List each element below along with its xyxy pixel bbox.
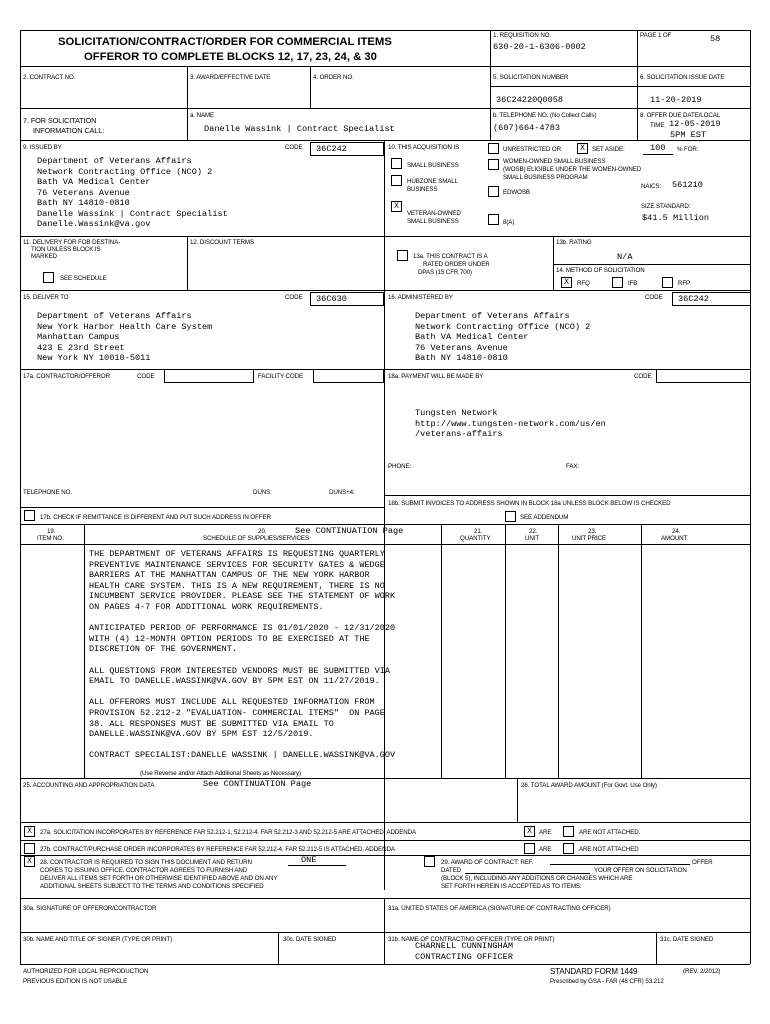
rfq-checkbox[interactable]: X [561, 277, 572, 288]
contract-no-label: 2. CONTRACT NO. [23, 74, 76, 81]
col-quantity-label: QUANTITY [460, 535, 491, 542]
deliver-to-code-label: CODE [285, 294, 303, 301]
signer-name-label: 30b. NAME AND TITLE OF SIGNER (TYPE OR PRINT) [23, 936, 173, 943]
small-business-checkbox[interactable] [391, 158, 402, 169]
contracting-officer-title: CONTRACTING OFFICER [415, 952, 513, 962]
block27b-are-not: ARE NOT ATTACHED [579, 846, 639, 853]
telephone-label: b. TELEPHONE NO. (No Collect Calls) [493, 112, 597, 119]
issued-by-code: 36C242 [316, 144, 347, 154]
administered-code-box[interactable] [672, 292, 751, 306]
accounting-value: See CONTINUATION Page [203, 779, 312, 789]
block27a-are: ARE [539, 829, 552, 836]
telephone-value[interactable]: (607)664-4783 [493, 123, 561, 133]
administered-code-label: CODE [645, 294, 663, 301]
edwosb-label: EDWOSB [503, 189, 530, 196]
name-label: a. NAME [190, 112, 215, 119]
date-signed-30c-label: 30c. DATE SIGNED [283, 936, 337, 943]
footer-revision: (REV. 2/2012) [683, 968, 721, 975]
rfp-label: RFP [678, 280, 691, 287]
col-schedule-label: SCHEDULE OF SUPPLIES/SERVICES [203, 535, 309, 542]
address-line: Bath NY 14810-0810 [37, 198, 130, 208]
delivery-fob-label-2: TION UNLESS BLOCK IS [31, 246, 101, 253]
contracting-officer-name: CHARNELL CUNNINGHAM [415, 941, 513, 951]
size-standard-label: SIZE STANDARD: [641, 203, 691, 210]
issue-date-label: 6. SOLICITATION ISSUE DATE [640, 74, 725, 81]
eight-a-checkbox[interactable] [488, 214, 499, 225]
col-schedule-num: 20. [258, 528, 267, 535]
total-award-label: 26. TOTAL AWARD AMOUNT (For Govt. Use Only) [521, 782, 657, 789]
contracting-officer-label: 31b. NAME OF CONTRACTING OFFICER (TYPE OR PRINT) [388, 936, 555, 943]
payment-code-box[interactable] [656, 369, 751, 383]
payment-code-label: CODE [634, 373, 652, 380]
address-line: http://www.tungsten-network.com/us/en [415, 418, 606, 429]
col-amount-label: AMOUNT [661, 535, 688, 542]
delivery-fob-label-3: MARKED [31, 253, 57, 260]
block27a-checkbox[interactable]: X [24, 826, 35, 837]
issue-date[interactable]: 11-20-2019 [650, 95, 702, 105]
contractor-telephone-label: TELEPHONE NO. [23, 489, 72, 496]
veteran-owned-label-2: SMALL BUSINESS [407, 218, 459, 225]
schedule-continuation: See CONTINUATION Page [295, 526, 404, 536]
see-schedule-checkbox[interactable] [43, 272, 54, 283]
veteran-owned-label: VETERAN-OWNED [407, 210, 461, 217]
form-subtitle: OFFEROR TO COMPLETE BLOCKS 12, 17, 23, 24, & 30 [84, 51, 377, 63]
address-line: Department of Veterans Affairs [37, 156, 192, 166]
phone-label: PHONE: [388, 463, 412, 470]
set-aside-percent[interactable]: 100 [650, 143, 666, 153]
block27a-are-checkbox[interactable]: X [524, 826, 535, 837]
set-aside-label: SET ASIDE: [592, 146, 625, 153]
issued-by-code-label: CODE [285, 144, 303, 151]
date-signed-31c-label: 31c. DATE SIGNED [660, 936, 714, 943]
naics-value[interactable]: 561210 [672, 180, 703, 190]
address-line: Network Contracting Office (NCO) 2 [415, 321, 591, 332]
see-addendum-checkbox[interactable] [505, 511, 516, 522]
facility-code-box[interactable] [313, 369, 384, 383]
block27b-text: 27b. CONTRACT/PURCHASE ORDER INCORPORATES BY REFERENCE FAR 52.212-4. FAR 52.212-5 IS ATTACHED. ADDENDA [40, 846, 395, 853]
hubzone-label: HUBZONE SMALL [407, 178, 458, 185]
block28-copies[interactable]: ONE [301, 855, 317, 865]
col-item-label: ITEM NO. [37, 535, 64, 542]
rfp-checkbox[interactable] [662, 277, 673, 288]
address-line: 76 Veterans Avenue [415, 342, 508, 353]
block29-checkbox[interactable] [424, 856, 435, 867]
border-top [20, 30, 750, 31]
submit-invoices-label: 18b. SUBMIT INVOICES TO ADDRESS SHOWN IN BLOCK 18a UNLESS BLOCK BELOW IS CHECKED [388, 500, 671, 507]
your-offer-label: YOUR OFFER ON SOLICITATION [594, 867, 687, 874]
rated-order-label-3: DPAS (15 CFR 700) [418, 269, 472, 276]
dated-label: DATED [441, 867, 462, 874]
signature-31a-label: 31a. UNITED STATES OF AMERICA (SIGNATURE OF CONTRACTING OFFICER) [388, 905, 611, 912]
block28-text-3: DELIVER ALL ITEMS SET FORTH OR OTHERWISE IDENTIFIED ABOVE AND ON ANY [40, 875, 278, 882]
address-line: Bath NY 14810-0810 [415, 353, 508, 363]
block27a-text: 27a. SOLICITATION INCORPORATES BY REFERENCE FAR 52.212-1, 52.212-4. FAR 52.212-3 AND 52.212-5 ARE ATTACHED. ADDENDA [40, 829, 417, 836]
form-title: SOLICITATION/CONTRACT/ORDER FOR COMMERCIAL ITEMS [58, 36, 392, 48]
block28-text-1: 28. CONTRACTOR IS REQUIRED TO SIGN THIS DOCUMENT AND RETURN [40, 859, 252, 866]
set-aside-checkbox[interactable]: X [577, 143, 588, 154]
see-schedule-label: SEE SCHEDULE [60, 275, 107, 282]
eight-a-label: 8(A) [503, 219, 515, 226]
offer-due-time[interactable]: 5PM EST [670, 130, 707, 140]
order-no-label: 4. ORDER NO. [313, 74, 354, 81]
unrestricted-checkbox[interactable] [488, 143, 499, 154]
payment-by-label: 18a. PAYMENT WILL BE MADE BY [388, 373, 484, 380]
address-line: New York NY 10010-5011 [37, 353, 151, 363]
contractor-code-box[interactable] [164, 369, 254, 383]
hubzone-label-2: BUSINESS [407, 186, 438, 193]
issued-by-code-box[interactable] [310, 142, 384, 156]
administered-by-label: 16. ADMINISTERED BY [388, 294, 453, 301]
block28-text-4: ADDITIONAL SHEETS SUBJECT TO THE TERMS AND CONDITIONS SPECIFIED [40, 883, 264, 890]
percent-for-label: % FOR: [677, 146, 699, 153]
address-line: /veterans-affairs [415, 429, 503, 439]
block27a-are-not: ARE NOT ATTACHED. [579, 829, 641, 836]
naics-label: NAICS: [641, 183, 662, 190]
col-unit-price-label: UNIT PRICE [572, 535, 606, 542]
remittance-checkbox[interactable] [24, 510, 35, 521]
rfq-label: RFQ [577, 280, 590, 287]
col-unit-price-num: 23. [588, 528, 597, 535]
requisition-label: 1. REQUISITION NO. [493, 32, 552, 39]
remittance-label: 17b. CHECK IF REMITTANCE IS DIFFERENT AND PUT SUCH ADDRESS IN OFFER [40, 514, 271, 521]
footer-previous: PREVIOUS EDITION IS NOT USABLE [23, 978, 128, 985]
block27b-are-checkbox[interactable] [524, 843, 535, 854]
small-business-label: SMALL BUSINESS [407, 162, 459, 169]
acquisition-label: 10. THIS ACQUISITION IS [388, 144, 460, 151]
footer-authorized: AUTHORIZED FOR LOCAL REPRODUCTION [23, 968, 149, 975]
solicitation-info-label: 7. FOR SOLICITATION [23, 116, 97, 125]
block27b-are-not-checkbox[interactable] [563, 843, 574, 854]
footer-prescribed: Prescribed by GSA - FAR (48 CFR) 53.212 [550, 978, 664, 985]
award-text-3: (BLOCK 5), INCLUDING ANY ADDITIONS OR CHANGES WHICH ARE [441, 875, 633, 882]
address-line: New York Harbor Health Care System [37, 321, 213, 332]
address-line: Danelle Wassink | Contract Specialist [37, 208, 228, 219]
delivery-fob-label: 11. DELIVERY FOR FOB DESTINA- [23, 239, 121, 246]
duns-label: DUNS: [253, 489, 272, 496]
hubzone-checkbox[interactable] [391, 175, 402, 186]
block27b-are: ARE [539, 846, 552, 853]
block28-checkbox[interactable]: X [24, 856, 35, 867]
offer-label: OFFER [692, 859, 713, 866]
address-line: Bath VA Medical Center [37, 177, 151, 187]
unrestricted-label: UNRESTRICTED OR [503, 146, 561, 153]
offer-due-label: 8. OFFER DUE DATE/LOCAL [640, 112, 721, 119]
wosb-label-3: SMALL BUSINESS PROGRAM [503, 174, 588, 181]
address-line: Danelle.Wassink@va.gov [37, 219, 151, 229]
page-label: PAGE 1 OF [640, 32, 672, 39]
facility-code-label: FACILITY CODE [258, 373, 304, 380]
address-line: Bath VA Medical Center [415, 332, 529, 342]
col-quantity-num: 21. [474, 528, 483, 535]
size-standard-value[interactable]: $41.5 Million [642, 213, 710, 223]
award-ref-label: 29. AWARD OF CONTRACT: REF. [441, 859, 534, 866]
block27a-are-not-checkbox[interactable] [563, 826, 574, 837]
veteran-owned-checkbox[interactable]: X [391, 201, 402, 212]
address-line: 76 Veterans Avenue [37, 187, 130, 198]
block27b-checkbox[interactable] [24, 843, 35, 854]
requisition-number[interactable]: 630-20-1-6306-0002 [493, 42, 586, 52]
contractor-code-label: CODE [137, 373, 155, 380]
block28-text-2: COPIES TO ISSUING OFFICE. CONTRACTOR AGREES TO FURNISH AND [40, 867, 248, 874]
address-line: Department of Veterans Affairs [37, 311, 192, 321]
address-line: Network Contracting Office (NCO) 2 [37, 166, 213, 177]
reverse-note: (Use Reverse and/or Attach Additional Sheets as Necessary) [140, 770, 302, 777]
administered-code: 36C242 [678, 294, 709, 304]
wosb-label-2: (WOSB) ELIGIBLE UNDER THE WOMEN-OWNED [503, 166, 642, 173]
footer-form-number: STANDARD FORM 1449 [550, 967, 638, 976]
contact-name[interactable]: Danelle Wassink | Contract Specialist [204, 124, 395, 134]
solicitation-info-label-2: INFORMATION CALL: [33, 126, 105, 135]
edwosb-checkbox[interactable] [488, 186, 499, 197]
rating-label: 13b. RATING [556, 239, 592, 246]
wosb-label: WOMEN-OWNED SMALL BUSINESS [503, 158, 606, 165]
address-line: Manhattan Campus [37, 332, 120, 342]
deliver-to-code-box[interactable] [310, 292, 384, 306]
rating-value[interactable]: N/A [617, 252, 633, 262]
rated-order-label: 13a. THIS CONTRACT IS A [413, 253, 488, 260]
see-addendum-label: SEE ADDENDUM [520, 514, 569, 521]
address-line: Tungsten Network [415, 408, 498, 418]
contractor-label: 17a. CONTRACTOR/OFFEROR [23, 373, 110, 380]
duns4-label: DUNS+4: [329, 489, 355, 496]
col-amount-num: 24. [672, 528, 681, 535]
schedule-description: THE DEPARTMENT OF VETERANS AFFAIRS IS REQUESTING QUARTERLY PREVENTIVE MAINTENANCE SERVICES FOR SECURITY GATES & WEDGE BARRIERS AT THE MANHATTAN CAMPUS OF THE NEW YORK HARBOR HEALTH CARE SYSTEM. THIS IS A NEW REQUIREMENT, THERE IS NO INCUMBENT SERVICE PROVIDER. PLEASE SEE THE STATEMENT OF WORK ON PAGES 4-7 FOR ADDITIONAL WORK REQUIREMENTS. ANTICIPATED PERIOD OF PERFORMANCE IS 01/01/2020 - 12/31/2020 WITH (4) 12-MONTH OPTION PERIODS TO BE EXERCISED AT THE DISCRETION OF THE GOVERNMENT. ALL QUESTIONS FROM INTERESTED VENDORS MUST BE SUBMITTED VIA EMAIL TO DANELLE.WASSINK@VA.GOV BY 5PM EST ON 11/27/2019. ALL OFFERORS MUST INCLUDE ALL REQUESTED INFORMATION FROM PROVISION 52.212-2 "EVALUATION- COMMERCIAL ITEMS" ON PAGE 38. ALL RESPONSES MUST BE SUBMITTED VIA EMAIL TO DANELLE.WASSINK@VA.GOV BY 5PM EST 12/5/2019. CONTRACT SPECIALIST:DANELLE WASSINK | DANELLE.WASSINK@VA.GOV [89, 549, 396, 761]
signature-30a-label: 30a. SIGNATURE OF OFFEROR/CONTRACTOR [23, 905, 157, 912]
award-date-label: 3. AWARD/EFFECTIVE DATE [190, 74, 271, 81]
address-line: 423 E 23rd Street [37, 342, 125, 353]
address-line: Department of Veterans Affairs [415, 311, 570, 321]
col-unit-num: 22. [529, 528, 538, 535]
wosb-checkbox[interactable] [488, 159, 499, 170]
border-left [20, 30, 21, 918]
award-text-4: SET FORTH HEREIN IS ACCEPTED AS TO ITEMS: [441, 883, 582, 890]
ifb-checkbox[interactable] [612, 277, 623, 288]
col-item-num: 19. [47, 528, 56, 535]
method-label: 14. METHOD OF SOLICITATION [556, 267, 645, 274]
deliver-to-label: 15. DELIVER TO [23, 294, 69, 301]
accounting-label: 25. ACCOUNTING AND APPROPRIATION DATA [23, 782, 155, 789]
solicitation-number-label: 5. SOLICITATION NUMBER [493, 74, 569, 81]
discount-terms-label: 12. DISCOUNT TERMS [190, 239, 254, 246]
issued-by-label: 9. ISSUED BY [23, 144, 62, 151]
deliver-to-code: 36C630 [316, 294, 347, 304]
border-right [750, 30, 751, 918]
offer-due-date[interactable]: 12-05-2019 [669, 119, 721, 129]
time-label: TIME [650, 122, 665, 129]
fax-label: FAX: [566, 463, 580, 470]
rated-order-label-2: RATED ORDER UNDER [423, 261, 490, 268]
page-total: 58 [710, 34, 721, 44]
col-unit-label: UNIT [525, 535, 540, 542]
solicitation-number[interactable]: 36C24220Q0058 [496, 95, 564, 105]
ifb-label: IFB [628, 280, 638, 287]
rated-order-checkbox[interactable] [397, 250, 408, 261]
